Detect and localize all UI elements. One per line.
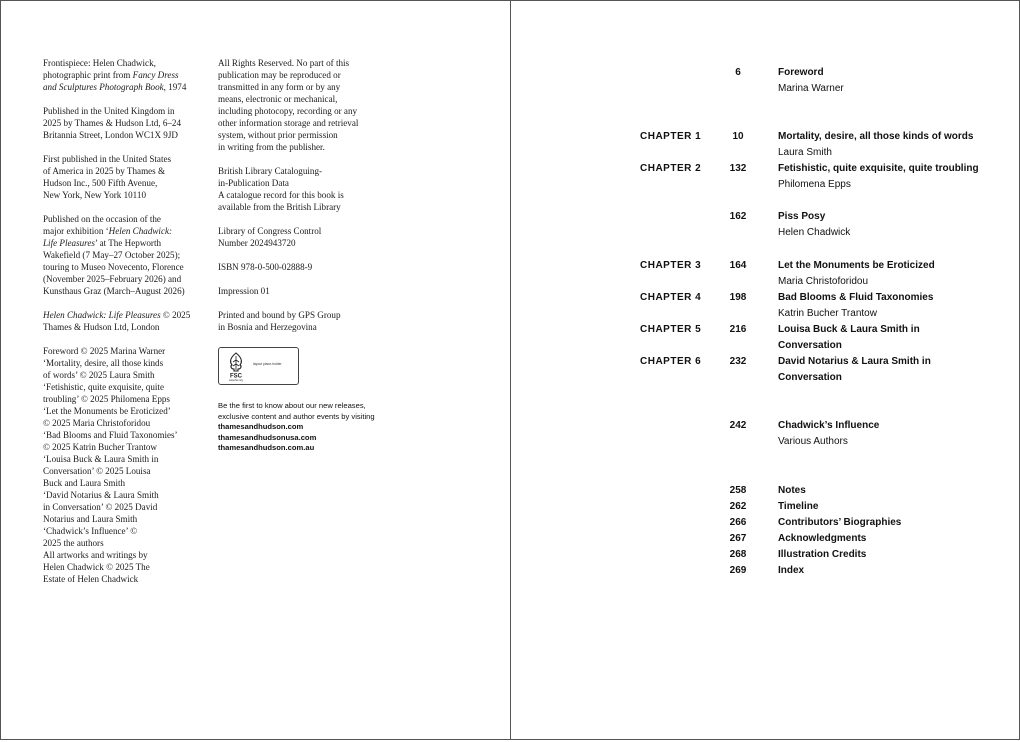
toc-title: Bad Blooms & Fluid Taxonomies xyxy=(778,292,934,303)
toc-chapter-label: CHAPTER 3 xyxy=(640,260,702,271)
toc-title: Mortality, desire, all those kinds of words xyxy=(778,131,974,142)
toc-page-number: 266 xyxy=(729,517,747,528)
toc-page-number: 216 xyxy=(729,324,747,335)
toc-title: Contributors’ Biographies xyxy=(778,517,902,528)
book-copyright: Helen Chadwick: Life Pleasures © 2025 Thames & Hudson Ltd, London xyxy=(43,310,191,332)
toc-author: Marina Warner xyxy=(778,83,844,94)
impression: Impression 01 xyxy=(218,286,270,296)
toc-title: Timeline xyxy=(778,501,819,512)
toc-page-number: 198 xyxy=(729,292,747,303)
frontispiece-credit: Frontispiece: Helen Chadwick, photographic print from Fancy Dress and Sculptures Photograph Book, 1974 xyxy=(43,58,187,92)
toc-title: Index xyxy=(778,565,805,576)
toc-page-number: 267 xyxy=(729,533,747,544)
toc-page-number: 262 xyxy=(729,501,747,512)
website-link-uk[interactable]: thamesandhudson.com xyxy=(218,422,304,432)
toc-chapter-label: CHAPTER 1 xyxy=(640,131,702,142)
toc-author: Helen Chadwick xyxy=(778,227,851,238)
toc-page-number: 132 xyxy=(729,163,747,174)
toc-title: Chadwick’s Influence xyxy=(778,420,880,431)
fsc-logo-url: www.fsc.org xyxy=(229,379,243,382)
toc-title: Fetishistic, quite exquisite, quite troubling xyxy=(778,163,979,174)
toc-author: Laura Smith xyxy=(778,147,832,158)
rights-reserved: All Rights Reserved. No part of this publication may be reproduced or transmitted in any form or by any means, electronic or mechanical, including photocopy, recording or any other information storage and retrieval system, without prior permission in writing from the publisher. xyxy=(218,58,359,152)
printer-note: Printed and bound by GPS Group in Bosnia and Herzegovina xyxy=(218,310,341,332)
uk-publication-note: Published in the United Kingdom in 2025 by Thames & Hudson Ltd, 6–24 Britannia Street, London WC1X 9JD xyxy=(43,106,182,140)
isbn: ISBN 978-0-500-02888-9 xyxy=(218,262,313,272)
exhibition-note: Published on the occasion of the major exhibition ‘Helen Chadwick: Life Pleasures’ at The Hepworth Wakefield (7 May–27 October 2025); touring to Museo Novecento, Florence (November 2025–February 2026) and Kunsthaus Graz (March–August 2026) xyxy=(43,214,185,296)
us-publication-note: First published in the United States of America in 2025 by Thames & Hudson Inc., 500 Fifth Avenue, New York, New York 10110 xyxy=(43,154,172,200)
toc-title: Acknowledgments xyxy=(778,533,867,544)
text-copyrights: Foreword © 2025 Marina Warner ‘Mortality, desire, all those kinds of words’ © 2025 Laura Smith ‘Fetishistic, quite exquisite, quite troubling’ © 2025 Philomena Epps ‘Let the Monuments be Eroticized’ © 2025 Maria Christoforidou ‘Bad Blooms and Fluid Taxonomies’ © 2025 Katrin Bucher Trantow ‘Louisa Buck & Laura Smith in Conversation’ © 2025 Louisa Buck and Laura Smith ‘David Notarius & Laura Smith in Conversation’ © 2025 David Notarius and Laura Smith ‘Chadwick’s Influence’ © 2025 the authors All artworks and writings by Helen Chadwick © 2025 The Estate of Helen Chadwick xyxy=(43,346,178,584)
fsc-logo-text: FSC xyxy=(230,373,242,380)
toc-author: Katrin Bucher Trantow xyxy=(778,308,877,319)
toc-page-number: 6 xyxy=(735,67,741,78)
toc-title: Foreword xyxy=(778,67,824,78)
toc-title: Piss Posy xyxy=(778,211,826,222)
toc-author: Various Authors xyxy=(778,436,848,447)
newsletter-text: Be the first to know about our new releases, exclusive content and author events by visiting xyxy=(218,401,375,421)
toc-chapter-label: CHAPTER 5 xyxy=(640,324,702,335)
toc-page-number: 164 xyxy=(729,260,747,271)
toc-title: David Notarius & Laura Smith in Conversation xyxy=(778,356,931,383)
toc-title: Notes xyxy=(778,485,806,496)
toc-title: Let the Monuments be Eroticized xyxy=(778,260,935,271)
toc-chapter-label: CHAPTER 6 xyxy=(640,356,702,367)
toc-page-number: 269 xyxy=(729,565,747,576)
toc-page-number: 268 xyxy=(729,549,747,560)
toc-author: Maria Christoforidou xyxy=(778,276,869,287)
toc-page-number: 242 xyxy=(729,420,747,431)
website-link-usa[interactable]: thamesandhudsonusa.com xyxy=(218,432,317,442)
loc-number: Library of Congress Control Number 2024943720 xyxy=(218,226,322,248)
toc-title: Louisa Buck & Laura Smith in Conversation xyxy=(778,324,920,351)
fsc-placeholder-label: layout place-holder xyxy=(253,362,282,366)
toc-title: Illustration Credits xyxy=(778,549,867,560)
british-library-note: British Library Cataloguing- in-Publication Data A catalogue record for this book is available from the British Library xyxy=(218,166,344,212)
toc-page-number: 258 xyxy=(729,485,747,496)
toc-chapter-label: CHAPTER 2 xyxy=(640,163,702,174)
toc-chapter-label: CHAPTER 4 xyxy=(640,292,702,303)
toc-page-number: 10 xyxy=(732,131,744,142)
toc-author: Philomena Epps xyxy=(778,179,851,190)
toc-page-number: 232 xyxy=(729,356,747,367)
website-link-au[interactable]: thamesandhudson.com.au xyxy=(218,443,315,453)
toc-page-number: 162 xyxy=(729,211,747,222)
